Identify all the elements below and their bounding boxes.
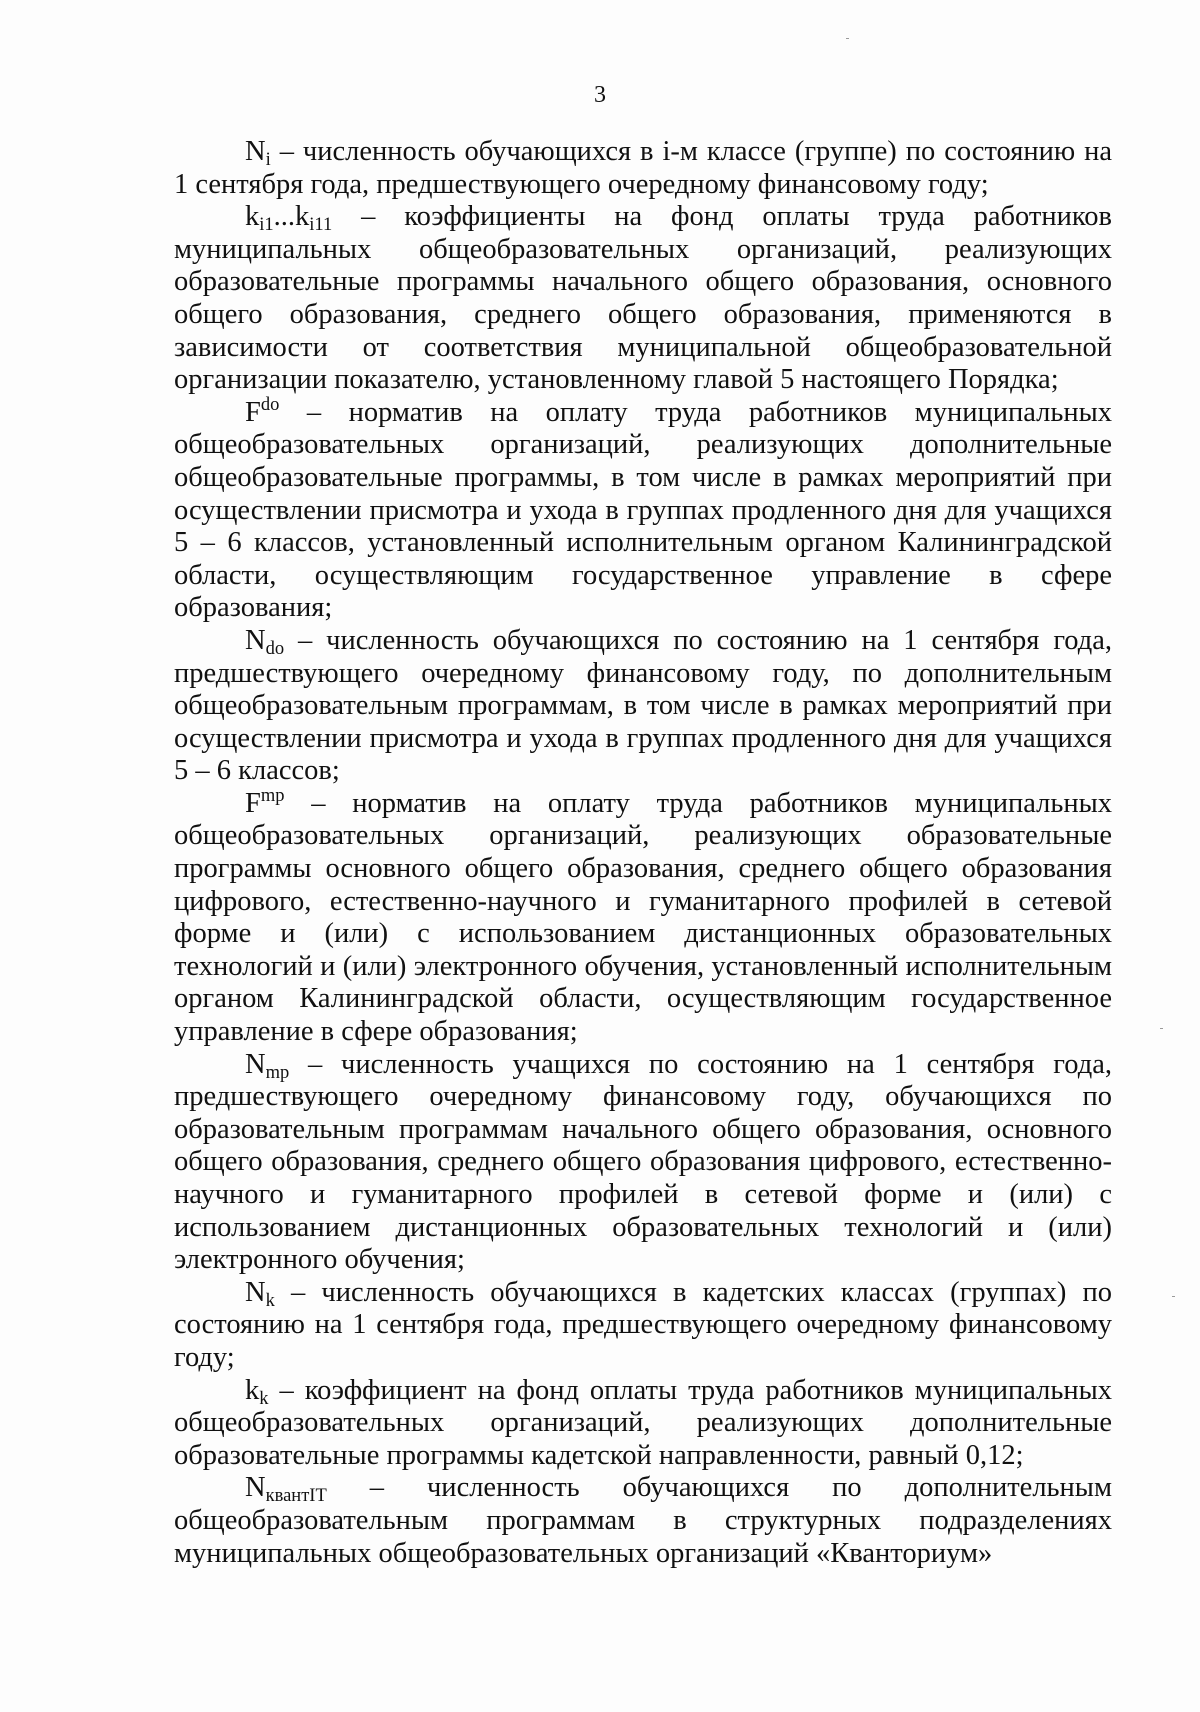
symbol: N bbox=[245, 1048, 266, 1080]
definition-paragraph-n-kvant-it bbox=[174, 1472, 1112, 1570]
definition-paragraph-n-mp bbox=[174, 1049, 1112, 1277]
definition-text: – коэффициент на фонд оплаты труда работников муниципальных общеобразовательных организаций, реализующих дополнительные образовательные программы кадетской направленности, равный 0,12; bbox=[174, 1374, 1112, 1471]
symbol-subscript: do bbox=[265, 638, 285, 660]
symbol: F bbox=[245, 396, 261, 428]
symbol: N bbox=[245, 624, 266, 656]
definition-paragraph-f-do bbox=[174, 393, 1112, 625]
symbol: N bbox=[245, 1472, 266, 1504]
definition-paragraph-k-k bbox=[174, 1375, 1112, 1473]
symbol-superscript: mp bbox=[260, 784, 285, 806]
page-number: 3 bbox=[594, 82, 606, 108]
symbol-range: ...k bbox=[273, 201, 310, 233]
scan-speck bbox=[846, 38, 849, 39]
definition-paragraph-k-i1-k-i11 bbox=[174, 201, 1112, 397]
symbol: N bbox=[245, 1276, 266, 1308]
definition-text: – норматив на оплату труда работников муниципальных общеобразовательных организаций, реализующих дополнительные общеобразовательные программы, в том числе в рамках мероприятий при осуществлении присмотра и ухода в группах продленного дня для учащихся 5 – 6 классов, установленный исполнительным органом Калининградской области, осуществляющим государственное управление в сфере образования; bbox=[174, 396, 1112, 624]
definition-text: – численность обучающихся в кадетских классах (группах) по состоянию на 1 сентября года, предшествующего очередному финансовому году; bbox=[174, 1276, 1112, 1373]
symbol-subscript: i bbox=[265, 149, 271, 171]
symbol-subscript-2: i11 bbox=[309, 214, 333, 236]
definition-paragraph-n-do bbox=[174, 625, 1112, 788]
scan-speck bbox=[1172, 1296, 1175, 1297]
symbol-subscript: квантIT bbox=[265, 1485, 327, 1507]
definition-paragraph-f-mp bbox=[174, 784, 1112, 1049]
scan-speck bbox=[1160, 1028, 1163, 1029]
symbol-subscript: mp bbox=[265, 1061, 290, 1083]
definition-text: – численность обучающихся по дополнительным общеобразовательным программам в структурных подразделениях муниципальных общеобразовательных организаций «Кванториум» bbox=[174, 1472, 1112, 1569]
symbol-superscript: do bbox=[260, 393, 280, 415]
definition-paragraph-n-k bbox=[174, 1277, 1112, 1375]
symbol: k bbox=[245, 1374, 260, 1406]
symbol: k bbox=[245, 201, 260, 233]
definition-text: – численность обучающихся в i-м классе (группе) по состоянию на 1 сентября года, предшествующего очередному финансовому году; bbox=[174, 136, 1112, 200]
definition-paragraph-n-i bbox=[174, 136, 1112, 201]
symbol: N bbox=[245, 136, 266, 167]
symbol-subscript: i1 bbox=[259, 214, 274, 236]
definition-text: – численность учащихся по состоянию на 1 сентября года, предшествующего очередному финансовому году, обучающихся по образовательным программам начального общего образования, основного общего образования, среднего общего образования цифрового, естественно-научного и гуманитарного профилей в сетевой форме и (или) с использованием дистанционных образовательных технологий и (или) электронного обучения; bbox=[174, 1048, 1112, 1276]
definition-text: – коэффициенты на фонд оплаты труда работников муниципальных общеобразовательных организаций, реализующих образовательные программы начального общего образования, основного общего образования, среднего общего образования, применяются в зависимости от соответствия муниципальной общеобразовательной организации показателю, установленному главой 5 настоящего Порядка; bbox=[174, 201, 1112, 396]
document-body bbox=[174, 136, 1112, 1570]
definition-text: – численность обучающихся по состоянию на 1 сентября года, предшествующего очередному финансовому году, по дополнительным общеобразовательным программам, в том числе в рамках мероприятий при осуществлении присмотра и ухода в группах продленного дня для учащихся 5 – 6 классов; bbox=[174, 624, 1112, 787]
definition-text: – норматив на оплату труда работников муниципальных общеобразовательных организаций, реализующих образовательные программы основного общего образования, среднего общего образования цифрового, естественно-научного и гуманитарного профилей в сетевой форме и (или) с использованием дистанционных образовательных технологий и (или) электронного обучения, установленный исполнительным органом Калининградской области, осуществляющим государственное управление в сфере образования; bbox=[174, 787, 1112, 1048]
symbol-subscript: k bbox=[265, 1289, 275, 1311]
symbol-subscript: k bbox=[259, 1387, 269, 1409]
symbol: F bbox=[245, 787, 261, 819]
